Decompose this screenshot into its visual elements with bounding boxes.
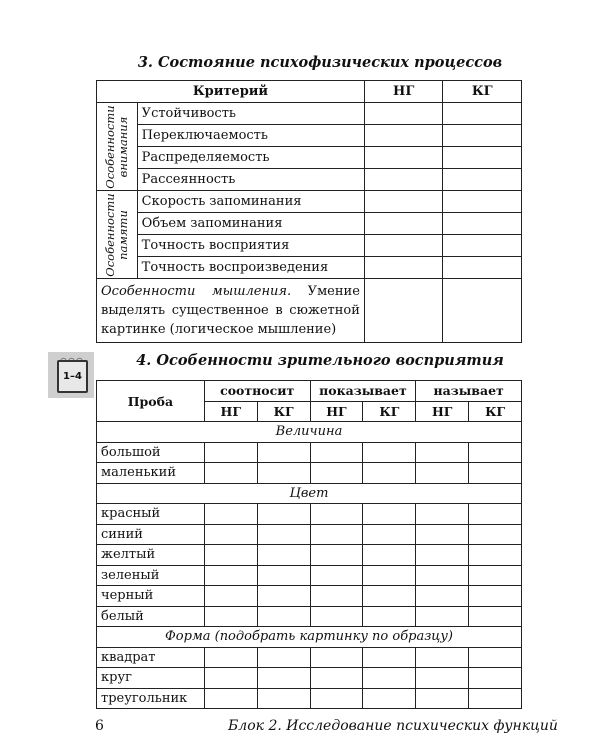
table-row	[97, 688, 522, 709]
ng-cell[interactable]	[204, 442, 257, 463]
visual-perception-table	[96, 380, 522, 709]
kg-cell[interactable]	[257, 504, 310, 525]
ng-cell[interactable]	[416, 524, 469, 545]
kg-cell[interactable]	[469, 504, 522, 525]
table-row-label: Точность воспроизведения	[137, 257, 364, 279]
ng-cell[interactable]	[364, 279, 443, 343]
kg-cell[interactable]	[257, 668, 310, 689]
table-row	[97, 586, 522, 607]
ng-cell[interactable]	[364, 235, 443, 257]
kg-cell[interactable]	[443, 235, 522, 257]
probe-header: Проба	[97, 381, 205, 422]
memory-group-label: Особенности памяти	[97, 191, 138, 279]
kg-cell[interactable]	[443, 257, 522, 279]
table-row-label: квадрат	[97, 647, 205, 668]
ng-cell[interactable]	[204, 688, 257, 709]
table-row-label: желтый	[97, 545, 205, 566]
kg-cell[interactable]	[363, 606, 416, 627]
ng-cell[interactable]	[364, 125, 443, 147]
kg-cell[interactable]	[363, 463, 416, 484]
kg-cell[interactable]	[443, 169, 522, 191]
kg-cell[interactable]	[363, 668, 416, 689]
ng-cell[interactable]	[416, 442, 469, 463]
ng-cell[interactable]	[204, 668, 257, 689]
ng-cell[interactable]	[364, 147, 443, 169]
kg-cell[interactable]	[469, 668, 522, 689]
section-header: Цвет	[97, 483, 522, 504]
section-header: Форма (подобрать картинку по образцу)	[97, 627, 522, 648]
kg-cell[interactable]	[469, 524, 522, 545]
ng-cell[interactable]	[416, 565, 469, 586]
kg-cell[interactable]	[363, 545, 416, 566]
table2-title: 4. Особенности зрительного восприятия	[136, 352, 504, 369]
kg-header: КГ	[363, 401, 416, 422]
kg-cell[interactable]	[257, 688, 310, 709]
ng-cell[interactable]	[310, 545, 363, 566]
table-row-label: белый	[97, 606, 205, 627]
ng-cell[interactable]	[416, 504, 469, 525]
kg-cell[interactable]	[469, 606, 522, 627]
kg-cell[interactable]	[257, 586, 310, 607]
ng-cell[interactable]	[204, 586, 257, 607]
ng-cell[interactable]	[310, 565, 363, 586]
table-row	[97, 606, 522, 627]
criterion-header: Критерий	[97, 81, 365, 103]
table-row-label: треугольник	[97, 688, 205, 709]
ng-cell[interactable]	[364, 213, 443, 235]
kg-cell[interactable]	[469, 565, 522, 586]
kg-header: КГ	[443, 81, 522, 103]
ng-cell[interactable]	[204, 606, 257, 627]
kg-cell[interactable]	[257, 442, 310, 463]
table-row-label: большой	[97, 442, 205, 463]
kg-cell[interactable]	[363, 504, 416, 525]
ng-header: НГ	[310, 401, 363, 422]
table-row	[97, 442, 522, 463]
correlates-header: соотносит	[204, 381, 310, 402]
ng-header: НГ	[204, 401, 257, 422]
ng-cell[interactable]	[310, 606, 363, 627]
table-row-label: Устойчивость	[137, 103, 364, 125]
ng-cell[interactable]	[310, 463, 363, 484]
ng-cell[interactable]	[204, 545, 257, 566]
footer-text: Блок 2. Исследование психических функций	[228, 718, 558, 734]
kg-cell[interactable]	[443, 103, 522, 125]
kg-cell[interactable]	[469, 586, 522, 607]
table-row-label: Переключаемость	[137, 125, 364, 147]
kg-cell[interactable]	[257, 565, 310, 586]
ng-cell[interactable]	[204, 524, 257, 545]
table-row-label: Скорость запоминания	[137, 191, 364, 213]
thinking-row-label: Особенности мышления. Умение выделять существенное в сюжетной картинке (логическое мышление)	[97, 279, 365, 343]
table-row-label: Распределяемость	[137, 147, 364, 169]
ng-cell[interactable]	[310, 586, 363, 607]
kg-cell[interactable]	[469, 463, 522, 484]
kg-cell[interactable]	[469, 545, 522, 566]
table-row	[97, 647, 522, 668]
table-row-label: зеленый	[97, 565, 205, 586]
ng-cell[interactable]	[204, 565, 257, 586]
kg-cell[interactable]	[257, 524, 310, 545]
attention-group-label: Особенности внимания	[97, 103, 138, 191]
ng-cell[interactable]	[204, 463, 257, 484]
kg-cell[interactable]	[443, 279, 522, 343]
ng-cell[interactable]	[310, 442, 363, 463]
table-row-label: синий	[97, 524, 205, 545]
ng-cell[interactable]	[416, 606, 469, 627]
kg-cell[interactable]	[363, 586, 416, 607]
kg-cell[interactable]	[257, 647, 310, 668]
shows-header: показывает	[310, 381, 416, 402]
ng-cell[interactable]	[364, 191, 443, 213]
ng-cell[interactable]	[204, 504, 257, 525]
table-row-label: Рассеянность	[137, 169, 364, 191]
kg-header: КГ	[469, 401, 522, 422]
badge-label: 1–4	[57, 360, 88, 393]
kg-cell[interactable]	[363, 647, 416, 668]
table-row	[97, 463, 522, 484]
ng-cell[interactable]	[364, 103, 443, 125]
ng-cell[interactable]	[310, 524, 363, 545]
ng-cell[interactable]	[416, 668, 469, 689]
kg-cell[interactable]	[257, 463, 310, 484]
psychophysical-processes-table	[96, 80, 522, 343]
kg-cell[interactable]	[257, 606, 310, 627]
table1-title: 3. Состояние психофизических процессов	[137, 54, 503, 71]
kg-cell[interactable]	[363, 442, 416, 463]
kg-cell[interactable]	[443, 147, 522, 169]
kg-cell[interactable]	[443, 125, 522, 147]
table-row	[97, 524, 522, 545]
kg-cell[interactable]	[469, 442, 522, 463]
kg-cell[interactable]	[443, 213, 522, 235]
kg-cell[interactable]	[443, 191, 522, 213]
ng-cell[interactable]	[310, 668, 363, 689]
page-number: 6	[95, 718, 104, 734]
kg-cell[interactable]	[363, 565, 416, 586]
ng-cell[interactable]	[416, 647, 469, 668]
ng-cell[interactable]	[310, 688, 363, 709]
kg-cell[interactable]	[469, 647, 522, 668]
ng-cell[interactable]	[204, 647, 257, 668]
ng-header: НГ	[416, 401, 469, 422]
ng-cell[interactable]	[364, 169, 443, 191]
names-header: называет	[416, 381, 522, 402]
table-row-label: черный	[97, 586, 205, 607]
table-row-label: маленький	[97, 463, 205, 484]
table-row	[97, 504, 522, 525]
kg-cell[interactable]	[257, 545, 310, 566]
table-row-label: красный	[97, 504, 205, 525]
ng-cell[interactable]	[364, 257, 443, 279]
kg-header: КГ	[257, 401, 310, 422]
table-row-label: Объем запоминания	[137, 213, 364, 235]
ng-cell[interactable]	[416, 688, 469, 709]
table-row	[97, 565, 522, 586]
table-row	[97, 545, 522, 566]
ng-cell[interactable]	[416, 545, 469, 566]
ng-cell[interactable]	[310, 647, 363, 668]
ng-cell[interactable]	[416, 586, 469, 607]
ng-cell[interactable]	[310, 504, 363, 525]
kg-cell[interactable]	[363, 688, 416, 709]
kg-cell[interactable]	[469, 688, 522, 709]
table-row	[97, 668, 522, 689]
section-header: Величина	[97, 422, 522, 443]
table-row-label: круг	[97, 668, 205, 689]
ng-header: НГ	[364, 81, 443, 103]
table-row-label: Точность восприятия	[137, 235, 364, 257]
ng-cell[interactable]	[416, 463, 469, 484]
kg-cell[interactable]	[363, 524, 416, 545]
